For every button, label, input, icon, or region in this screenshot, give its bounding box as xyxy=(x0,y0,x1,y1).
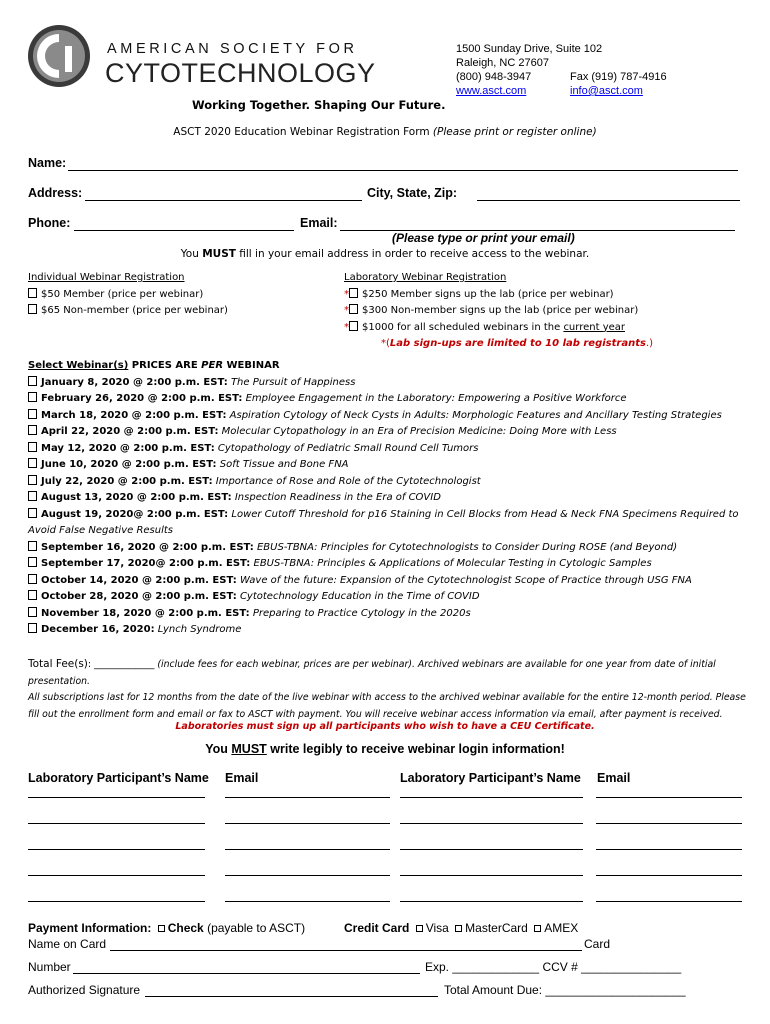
webinar-topic: Lynch Syndrome xyxy=(157,624,242,635)
lab-limit-note: *(Lab sign-ups are limited to 10 lab registrants.) xyxy=(381,338,654,349)
card-label: Card xyxy=(584,937,611,951)
card-number-field[interactable] xyxy=(73,973,420,974)
check-label: Check xyxy=(167,921,204,935)
address-label: Address: xyxy=(28,186,83,200)
webinar-topic: Preparing to Practice Cytology in the 2020s xyxy=(252,607,471,619)
checkbox-icon[interactable] xyxy=(28,557,37,567)
participant-name-field[interactable] xyxy=(28,823,205,824)
legible-note: You MUST write legibly to receive webinar login information! xyxy=(205,742,565,756)
webinar-item[interactable] xyxy=(28,573,758,590)
visa-checkbox[interactable] xyxy=(416,925,423,932)
participant-email-header-1: Email xyxy=(225,771,259,785)
participant-name-field[interactable] xyxy=(28,901,205,902)
webinar-topic: Importance of Rose and Role of the Cytotechnologist xyxy=(215,475,481,487)
form-title-text: ASCT 2020 Education Webinar Registration Form xyxy=(173,126,430,138)
webinar-topic: Molecular Cytopathology in an Era of Precision Medicine: Doing More with Less xyxy=(221,426,617,437)
city-state-zip-label: City, State, Zip: xyxy=(367,186,458,200)
webinar-date: February 26, 2020 @ 2:00 p.m. EST: xyxy=(41,393,243,404)
fees-note-2: presentation. xyxy=(28,675,91,687)
email-note: (Please type or print your email) xyxy=(392,231,575,245)
participant-email-field[interactable] xyxy=(596,823,742,824)
webinar-item[interactable] xyxy=(28,606,758,623)
webinar-topic: Soft Tissue and Bone FNA xyxy=(219,459,349,470)
fees-note-4: fill out the enrollment form and email or fax to ASCT with payment. You will receive webinar access information via email, after payment is received. xyxy=(28,708,723,720)
name-label: Name: xyxy=(28,156,67,170)
phone-field[interactable] xyxy=(74,230,294,231)
email-link[interactable]: info@asct.com xyxy=(570,85,643,97)
participant-email-header-2: Email xyxy=(597,771,631,785)
address-field[interactable] xyxy=(85,200,362,201)
participant-email-field[interactable] xyxy=(596,875,742,876)
participant-email-field[interactable] xyxy=(225,849,390,850)
exp-ccv-fields[interactable]: Exp. _____________ CCV # _______________ xyxy=(425,960,682,974)
participant-email-field[interactable] xyxy=(596,849,742,850)
name-on-card-field[interactable] xyxy=(110,950,582,951)
mastercard-label: MasterCard xyxy=(465,921,528,935)
webinar-date: November 18, 2020 @ 2:00 p.m. EST: xyxy=(41,607,250,619)
individual-registration xyxy=(28,270,228,320)
participant-name-field[interactable] xyxy=(400,797,583,798)
participant-name-field[interactable] xyxy=(400,901,583,902)
webinar-item[interactable] xyxy=(28,457,758,474)
webinar-topic: EBUS-TBNA: Principles & Applications of Molecular Testing in Cytologic Samples xyxy=(253,558,652,569)
participant-name-field[interactable] xyxy=(400,823,583,824)
brand-line-1: AMERICAN SOCIETY FOR xyxy=(107,41,358,57)
webinar-list-heading: Select Webinar(s) PRICES ARE PER WEBINAR xyxy=(28,360,280,371)
checkbox-icon[interactable] xyxy=(28,475,37,485)
total-fees-label: Total Fee(s) xyxy=(28,658,88,670)
checkbox-icon[interactable] xyxy=(28,458,37,468)
lab-option-member[interactable]: * $250 Member signs up the lab (price per webinar) xyxy=(344,288,614,300)
credit-card-label: Credit Card xyxy=(344,921,410,935)
checkbox-icon[interactable] xyxy=(28,607,37,617)
webinar-date: September 17, 2020@ 2:00 p.m. EST: xyxy=(41,558,251,569)
webinar-item[interactable] xyxy=(28,424,758,441)
webinar-item[interactable] xyxy=(28,589,758,606)
participant-name-field[interactable] xyxy=(28,875,205,876)
webinar-topic: Wave of the future: Expansion of the Cytotechnologist Scope of Practice through USG FNA xyxy=(239,574,692,586)
amex-checkbox[interactable] xyxy=(534,925,541,932)
webinar-topic: Inspection Readiness in the Era of COVID xyxy=(234,492,441,503)
individual-option-nonmember[interactable]: $65 Non-member (price per webinar) xyxy=(28,303,228,320)
participant-email-field[interactable] xyxy=(596,901,742,902)
asct-logo-icon xyxy=(27,24,91,88)
must-post: fill in your email address in order to receive access to the webinar. xyxy=(235,248,590,260)
webinar-item[interactable] xyxy=(28,507,758,524)
webinar-item[interactable] xyxy=(28,540,758,557)
email-label: Email: xyxy=(300,216,338,230)
form-title-note: (Please print or register online) xyxy=(432,126,597,138)
participant-name-field[interactable] xyxy=(400,875,583,876)
webinar-topic: EBUS-TBNA: Principles for Cytotechnologists to Consider During ROSE (and Beyond) xyxy=(256,541,678,553)
checkbox-icon[interactable] xyxy=(349,288,358,298)
checkbox-icon[interactable] xyxy=(28,574,37,584)
check-checkbox[interactable] xyxy=(158,925,165,932)
webinar-topic: Aspiration Cytology of Neck Cysts in Adults: Morphologic Features and Ancillary Testing Strategies xyxy=(229,409,722,421)
checkbox-icon[interactable] xyxy=(28,409,37,419)
lab-option-all[interactable]: * $1000 for all scheduled webinars in the current year xyxy=(344,321,625,333)
credit-card-row xyxy=(344,921,578,935)
ceu-note: Laboratories must sign up all participants who wish to have a CEU Certificate. xyxy=(175,721,595,732)
webinar-date: April 22, 2020 @ 2:00 p.m. EST: xyxy=(41,426,219,437)
checkbox-icon[interactable] xyxy=(28,590,37,600)
webinar-topic: Lower Cutoff Threshold for p16 Staining in Cell Blocks from Head & Neck FNA Specimens Required to xyxy=(231,508,739,520)
checkbox-icon[interactable] xyxy=(28,491,37,501)
webinar-item[interactable] xyxy=(28,441,758,458)
webinar-item[interactable] xyxy=(28,391,758,408)
participant-name-header-2: Laboratory Participant’s Name xyxy=(400,771,581,785)
visa-label: Visa xyxy=(425,921,449,935)
brand-line-2: CYTOTECHNOLOGY xyxy=(105,58,376,88)
participant-email-field[interactable] xyxy=(225,875,390,876)
checkbox-icon[interactable] xyxy=(28,376,37,386)
mastercard-checkbox[interactable] xyxy=(455,925,462,932)
individual-heading: Individual Webinar Registration xyxy=(28,272,185,283)
checkbox-icon[interactable] xyxy=(349,304,358,314)
participant-name-field[interactable] xyxy=(28,849,205,850)
participant-name-field[interactable] xyxy=(28,797,205,798)
fees-note-3: All subscriptions last for 12 months from the date of the live webinar with access to the archived webinar available for the entire 12-month period. Please xyxy=(28,692,746,703)
webinar-item[interactable] xyxy=(28,474,758,491)
checkbox-icon[interactable] xyxy=(349,321,358,331)
fees-note: (include fees for each webinar, prices are per webinar). Archived webinars are available for one year from date of initial xyxy=(154,659,716,670)
webinar-item[interactable] xyxy=(28,622,758,639)
individual-option-member[interactable]: $50 Member (price per webinar) xyxy=(28,287,228,304)
lab-registration xyxy=(344,270,653,353)
checkbox-icon[interactable] xyxy=(28,508,37,518)
checkbox-icon[interactable] xyxy=(28,392,37,402)
participant-email-field[interactable] xyxy=(596,797,742,798)
webinar-date: October 28, 2020 @ 2:00 p.m. EST: xyxy=(41,591,237,602)
webinar-topic: The Pursuit of Happiness xyxy=(230,376,356,388)
checkbox-icon[interactable] xyxy=(28,442,37,452)
fees-section xyxy=(28,656,748,723)
must-pre: You xyxy=(180,248,203,260)
checkbox-icon[interactable] xyxy=(28,623,37,633)
participant-email-field[interactable] xyxy=(225,901,390,902)
webinar-date: January 8, 2020 @ 2:00 p.m. EST: xyxy=(41,376,228,388)
signature-field[interactable] xyxy=(145,996,438,997)
must-text: MUST xyxy=(202,248,236,260)
city-state-zip-field[interactable] xyxy=(477,200,740,201)
lab-option-nonmember[interactable]: * $300 Non-member signs up the lab (price per webinar) xyxy=(344,305,639,316)
webinar-date: October 14, 2020 @ 2:00 p.m. EST: xyxy=(41,574,237,586)
participant-email-field[interactable] xyxy=(225,797,390,798)
tagline: Working Together. Shaping Our Future. xyxy=(192,98,446,112)
webinar-list xyxy=(28,358,758,639)
amex-label: AMEX xyxy=(544,921,579,935)
signature-label: Authorized Signature xyxy=(28,983,141,997)
phone-number: (800) 948-3947 xyxy=(456,71,532,83)
phone-label: Phone: xyxy=(28,216,71,230)
webinar-topic: Avoid False Negative Results xyxy=(28,525,173,536)
website-link[interactable]: www.asct.com xyxy=(456,85,527,97)
email-required-note xyxy=(0,248,770,260)
fax-number: Fax (919) 787-4916 xyxy=(570,71,667,83)
webinar-date: August 13, 2020 @ 2:00 p.m. EST: xyxy=(41,492,232,503)
payment-info-row xyxy=(28,921,305,935)
checkbox-icon[interactable] xyxy=(28,425,37,435)
webinar-date: May 12, 2020 @ 2:00 p.m. EST: xyxy=(41,442,215,454)
form-title xyxy=(0,126,770,138)
payment-label: Payment Information: xyxy=(28,921,152,935)
checkbox-icon[interactable] xyxy=(28,288,37,298)
total-amount-due[interactable]: Total Amount Due: _____________________ xyxy=(444,983,686,997)
webinar-date: August 19, 2020@ 2:00 p.m. EST: xyxy=(41,508,229,520)
total-fees-field[interactable]: : _____________ xyxy=(87,659,155,670)
webinar-date: July 22, 2020 @ 2:00 p.m. EST: xyxy=(41,475,213,487)
webinar-item[interactable] xyxy=(28,556,758,573)
webinar-date: March 18, 2020 @ 2:00 p.m. EST: xyxy=(41,409,227,421)
participant-email-field[interactable] xyxy=(225,823,390,824)
card-number-label: Number xyxy=(28,960,71,974)
webinar-topic: Cytopathology of Pediatric Small Round Cell Tumors xyxy=(217,442,479,454)
checkbox-icon[interactable] xyxy=(28,304,37,314)
webinar-item[interactable] xyxy=(28,490,758,507)
address-line-2: Raleigh, NC 27607 xyxy=(456,57,549,69)
lab-heading: Laboratory Webinar Registration xyxy=(344,272,507,283)
webinar-date: December 16, 2020: xyxy=(41,624,155,635)
webinar-topic: Employee Engagement in the Laboratory: Empowering a Positive Workforce xyxy=(245,393,627,404)
check-note: (payable to ASCT) xyxy=(203,921,306,935)
webinar-date: September 16, 2020 @ 2:00 p.m. EST: xyxy=(41,541,254,553)
name-field[interactable] xyxy=(68,170,738,171)
webinar-topic: Cytotechnology Education in the Time of COVID xyxy=(239,591,480,602)
webinar-item[interactable] xyxy=(28,408,758,425)
webinar-date: June 10, 2020 @ 2:00 p.m. EST: xyxy=(41,459,217,470)
checkbox-icon[interactable] xyxy=(28,541,37,551)
participant-name-header-1: Laboratory Participant’s Name xyxy=(28,771,209,785)
name-on-card-label: Name on Card xyxy=(28,937,107,951)
webinar-item xyxy=(28,523,758,540)
address-line-1: 1500 Sunday Drive, Suite 102 xyxy=(456,43,603,55)
participant-name-field[interactable] xyxy=(400,849,583,850)
webinar-item[interactable] xyxy=(28,375,758,392)
